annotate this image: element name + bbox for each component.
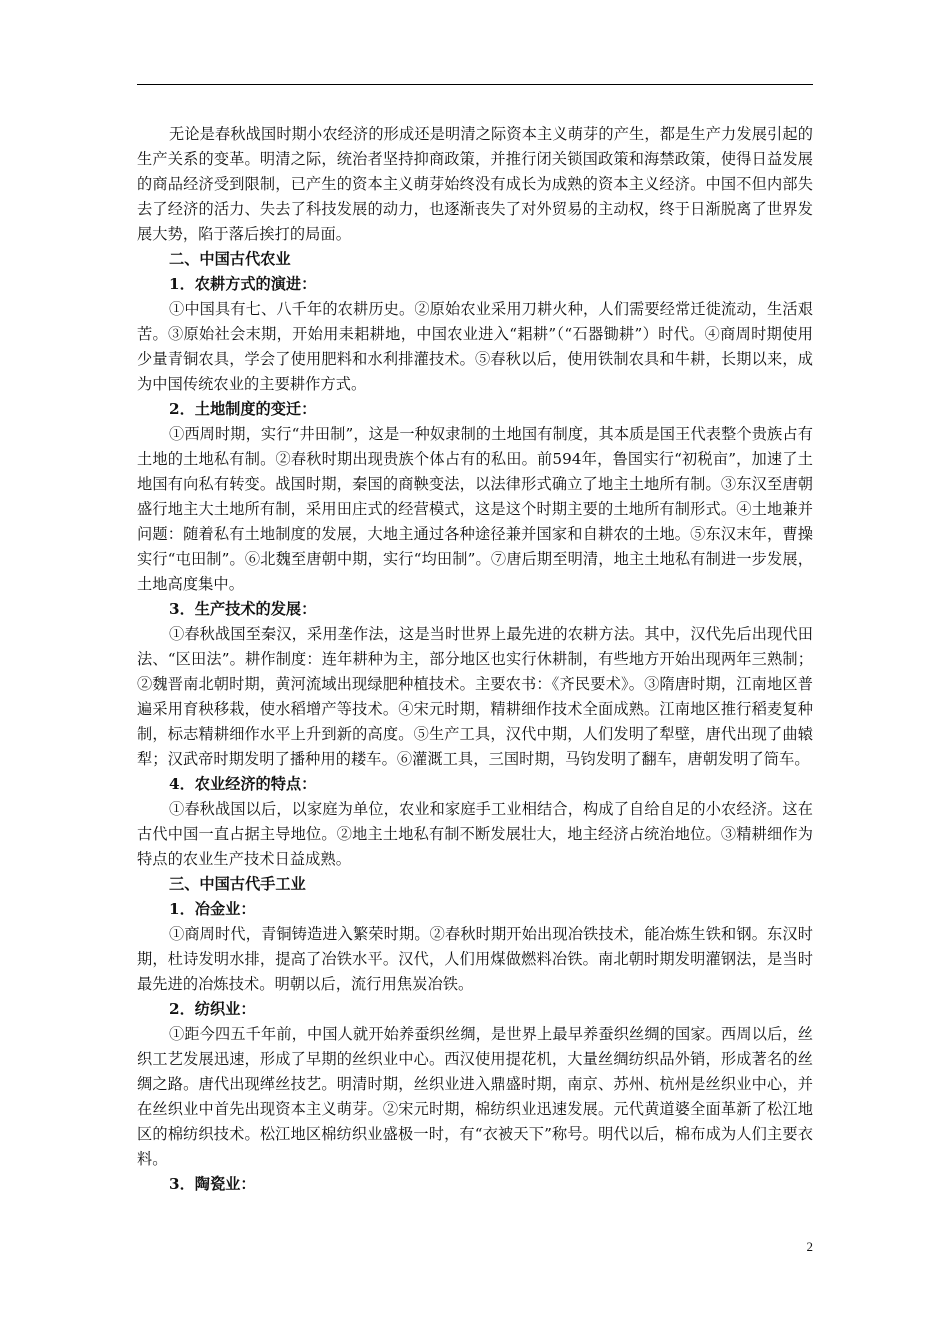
- paragraph-land-system: ①西周时期，实行“井田制”，这是一种奴隶制的土地国有制度，其本质是国王代表整个贵族占有土地的土地私有制。②春秋时期出现贵族个体占有的私田。前594年，鲁国实行“初税亩”，加速了土地国有向私有转变。战国时期，秦国的商鞅变法，以法律形式确立了地主土地所有制。③东汉至唐朝盛行地主大土地所有制，采用田庄式的经营模式，这是这个时期主要的土地所有制形式。④土地兼并问题：随着私有土地制度的发展，大地主通过各种途径兼并国家和自耕农的土地。⑤东汉末年，曹操实行“屯田制”。⑥北魏至唐朝中期，实行“均田制”。⑦唐后期至明清，地主土地私有制进一步发展，土地高度集中。: [137, 425, 813, 593]
- intro-paragraph: 无论是春秋战国时期小农经济的形成还是明清之际资本主义萌芽的产生，都是生产力发展引起的生产关系的变革。明清之际，统治者坚持抑商政策，并推行闭关锁国政策和海禁政策，使得日益发展的商品经济受到限制，已产生的资本主义萌芽始终没有成长为成熟的资本主义经济。中国不但内部失去了经济的活力、失去了科技发展的动力，也逐渐丧失了对外贸易的主动权，终于日渐脱离了世界发展大势，陷于落后挨打的局面。: [137, 125, 813, 243]
- section-heading-handicraft: 三、中国古代手工业: [169, 875, 306, 893]
- paragraph-textile: ①距今四五千年前，中国人就开始养蚕织丝绸，是世界上最早养蚕织丝绸的国家。西周以后，丝织工艺发展迅速，形成了早期的丝织业中心。西汉使用提花机，大量丝绸纺织品外销，形成著名的丝绸之路。唐代出现缂丝技艺。明清时期，丝织业进入鼎盛时期，南京、苏州、杭州是丝织业中心，并在丝织业中首先出现资本主义萌芽。②宋元时期，棉纺织业迅速发展。元代黄道婆全面革新了松江地区的棉纺织技术。松江地区棉纺织业盛极一时，有“衣被天下”称号。明代以后，棉布成为人们主要衣料。: [137, 1025, 813, 1168]
- paragraph-production-technology: ①春秋战国至秦汉，采用垄作法，这是当时世界上最先进的农耕方法。其中，汉代先后出现代田法、“区田法”。耕作制度：连年耕种为主，部分地区也实行休耕制，有些地方开始出现两年三熟制；②魏晋南北朝时期，黄河流域出现绿肥种植技术。主要农书：《齐民要术》。③隋唐时期，江南地区普遍采用育秧移栽，使水稻增产等技术。④宋元时期，精耕细作技术全面成熟。江南地区推行稻麦复种制，标志精耕细作水平上升到新的高度。⑤生产工具，汉代中期，人们发明了犁壁，唐代出现了曲辕犁；汉武帝时期发明了播种用的耧车。⑥灌溉工具，三国时期，马钧发明了翻车，唐朝发明了筒车。: [137, 625, 813, 768]
- subheading-agricultural-economy: 4．农业经济的特点：: [169, 775, 317, 793]
- subheading-textile: 2．纺织业：: [169, 1000, 256, 1018]
- page-number: 2: [806, 1239, 813, 1254]
- paragraph-farming-methods: ①中国具有七、八千年的农耕历史。②原始农业采用刀耕火种，人们需要经常迁徙流动，生活艰苦。③原始社会末期，开始用耒耜耕地，中国农业进入“耜耕”（“石器锄耕”）时代。④商周时期使用少量青铜农具，学会了使用肥料和水利排灌技术。⑤春秋以后，使用铁制农具和牛耕，长期以来，成为中国传统农业的主要耕作方式。: [137, 300, 813, 393]
- header-rule: [137, 84, 813, 85]
- paragraph-metallurgy: ①商周时代，青铜铸造进入繁荣时期。②春秋时期开始出现冶铁技术，能冶炼生铁和钢。东汉时期，杜诗发明水排，提高了冶铁水平。汉代，人们用煤做燃料冶铁。南北朝时期发明灌钢法，是当时最先进的冶炼技术。明朝以后，流行用焦炭冶铁。: [137, 925, 813, 993]
- subheading-land-system: 2．土地制度的变迁：: [169, 400, 317, 418]
- subheading-production-technology: 3．生产技术的发展：: [169, 600, 317, 618]
- subheading-ceramics: 3．陶瓷业：: [169, 1175, 256, 1193]
- subheading-metallurgy: 1．冶金业：: [169, 900, 256, 918]
- section-heading-agriculture: 二、中国古代农业: [169, 250, 291, 268]
- document-body: [137, 122, 813, 1197]
- paragraph-agricultural-economy: ①春秋战国以后，以家庭为单位，农业和家庭手工业相结合，构成了自给自足的小农经济。这在古代中国一直占据主导地位。②地主土地私有制不断发展壮大，地主经济占统治地位。③精耕细作为特点的农业生产技术日益成熟。: [137, 800, 813, 868]
- subheading-farming-methods: 1．农耕方式的演进：: [169, 275, 317, 293]
